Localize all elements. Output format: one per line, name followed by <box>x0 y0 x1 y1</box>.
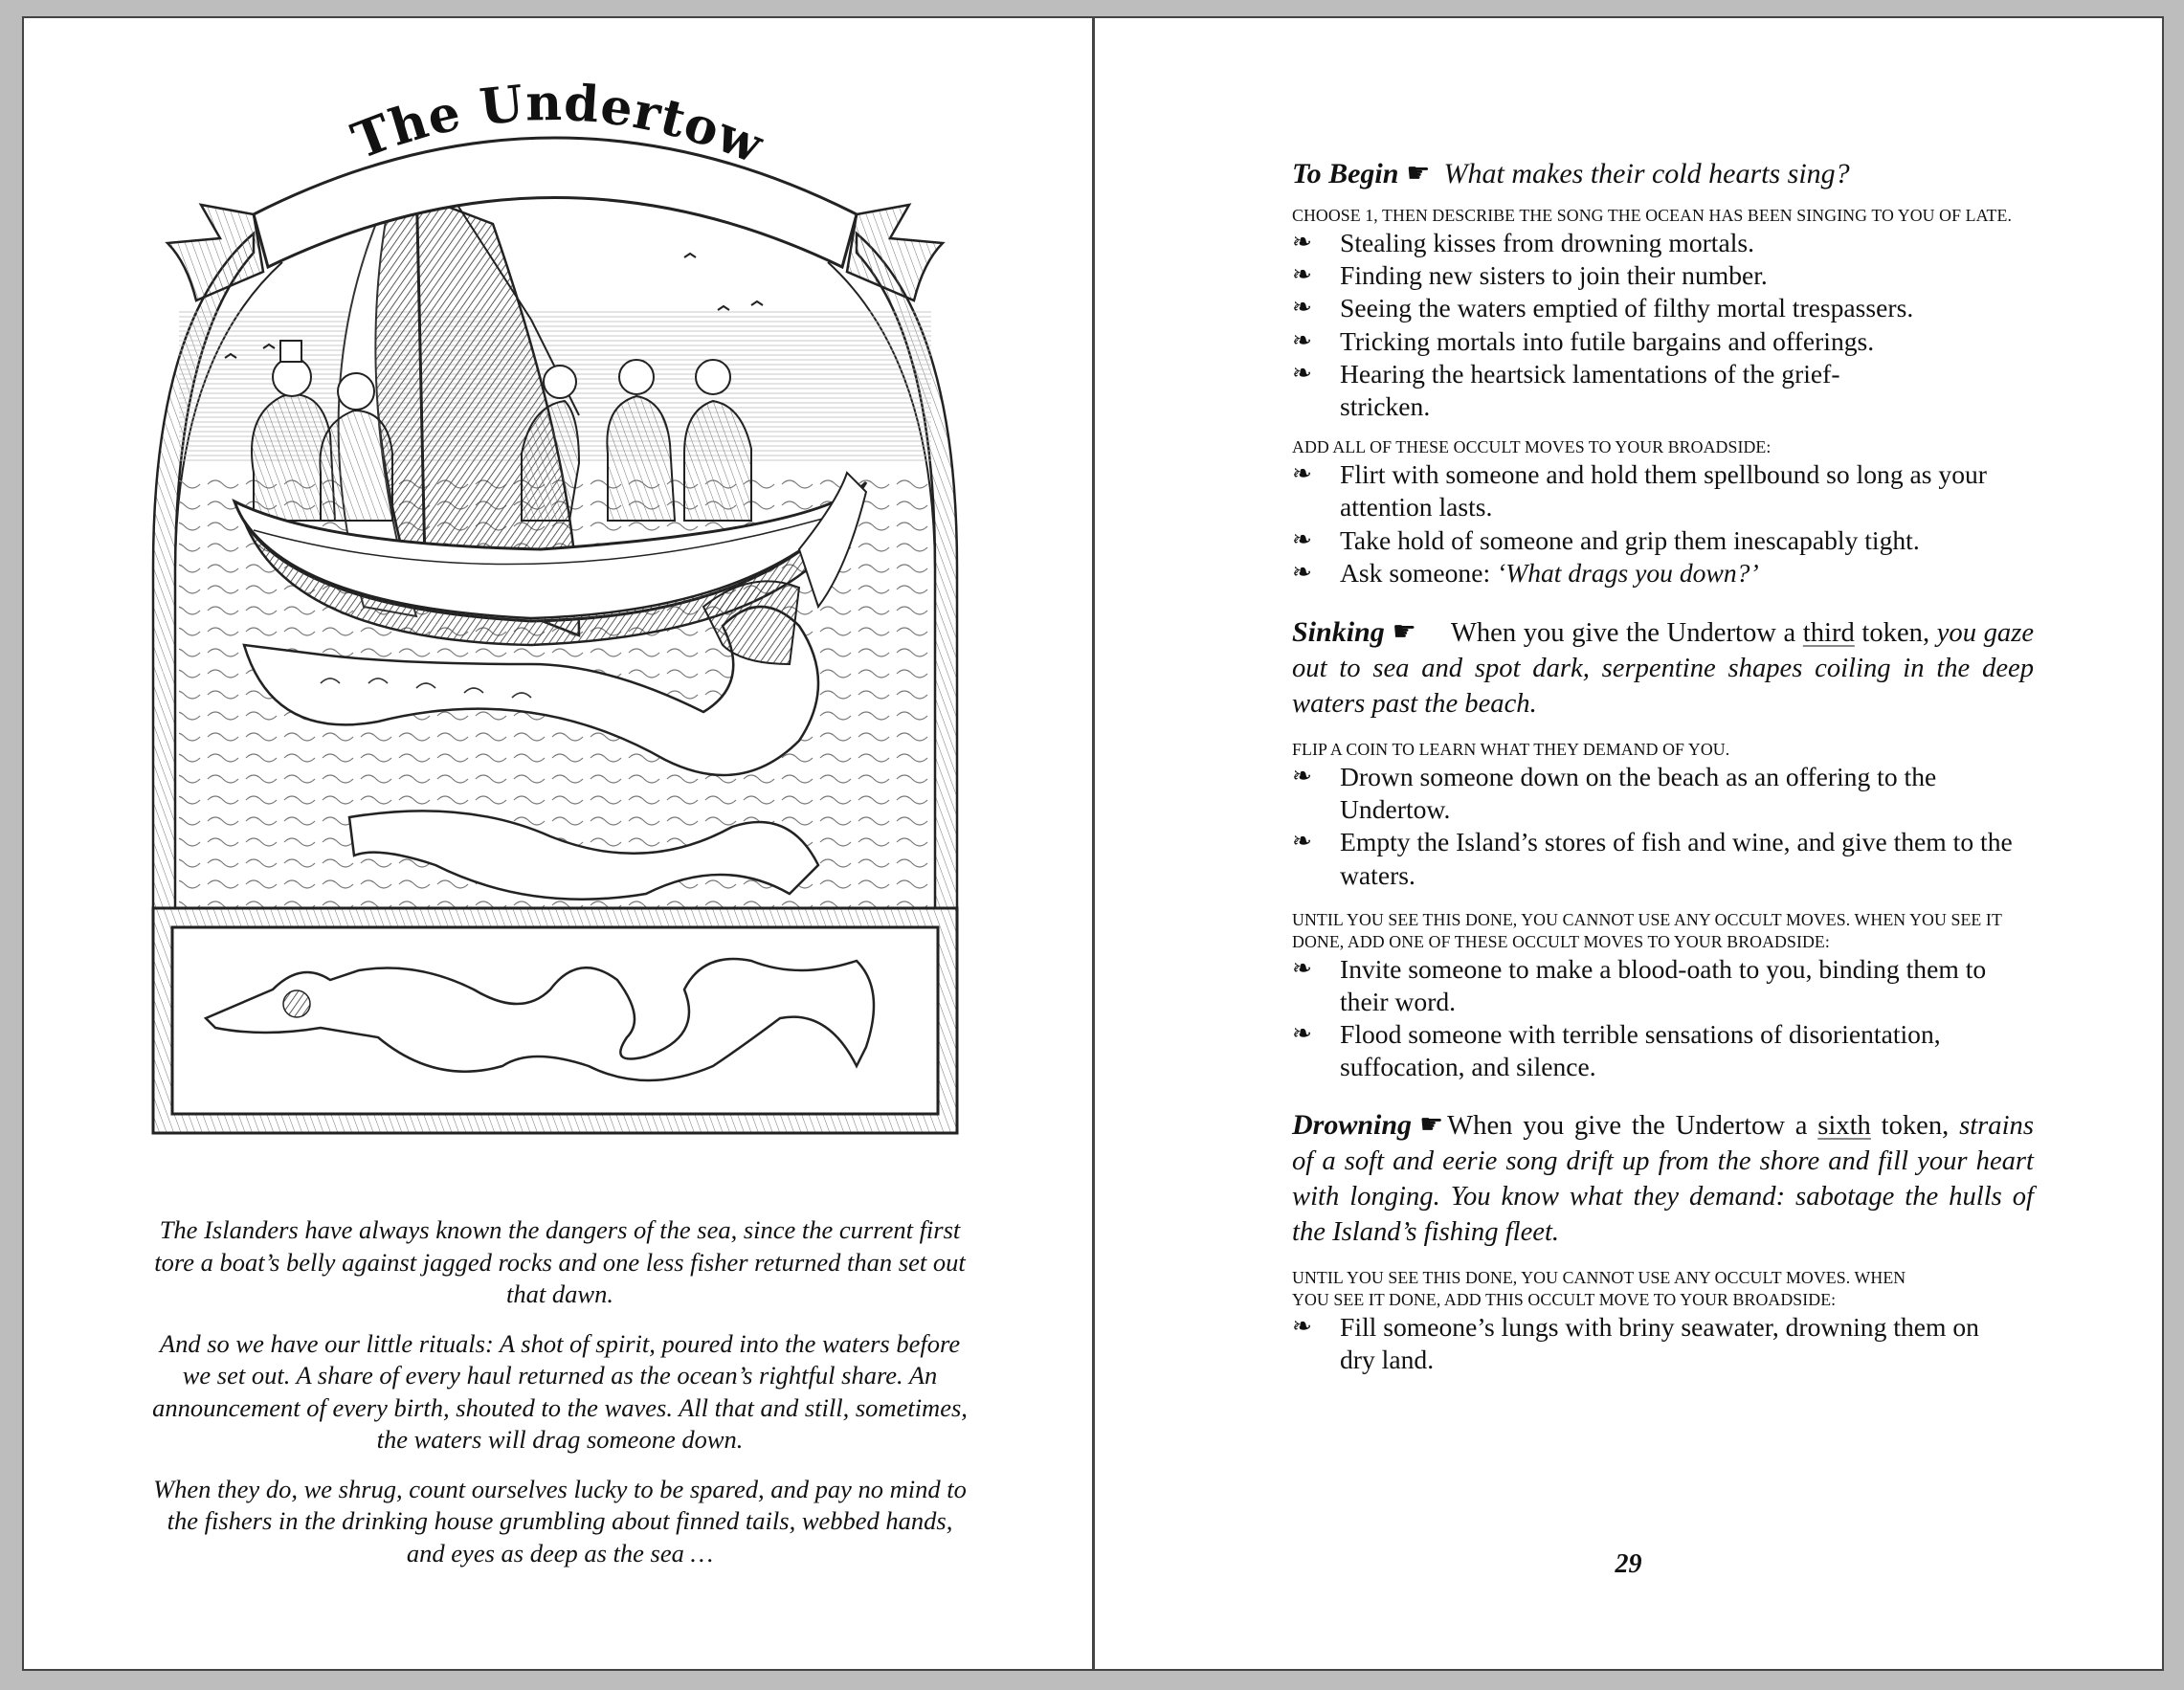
sinking-text: token, <box>1861 618 1930 649</box>
to-begin-options <box>1292 227 2034 423</box>
list-item <box>1292 358 2034 423</box>
demands-list <box>1292 761 2034 892</box>
list-item <box>1292 761 2034 826</box>
list-item <box>1292 953 2034 1018</box>
option-text: Seeing the waters emptied of filthy mortal trespassers. <box>1340 293 1914 323</box>
drowning-moves <box>1292 1267 2034 1376</box>
list-item <box>1292 458 2034 523</box>
to-begin-label: To Begin <box>1292 158 1399 189</box>
sinking-italic: you gaze out to sea and spot dark, serpentine shapes coiling in the deep waters past the beach. <box>1292 618 2035 720</box>
fleuron-bullet-icon: ❧ <box>1292 1021 1312 1048</box>
right-page <box>1093 16 2164 1671</box>
token-count: sixth <box>1817 1110 1871 1141</box>
sinking-instruction: FLIP A COIN TO LEARN WHAT THEY DEMAND OF YOU. <box>1292 740 1730 760</box>
pointing-hand-icon: ☛ <box>1406 159 1431 189</box>
list-item <box>1292 524 2034 557</box>
move-text: Invite someone to make a blood-oath to you, binding them to their word. <box>1340 953 1987 1017</box>
book-spine <box>1092 16 1094 1671</box>
caption-paragraph: When they do, we shrug, count ourselves lucky to be spared, and pay no mind to the fishers in the drinking house grumbling about finned tails, webbed hands, and eyes as deep as the sea … <box>153 1474 967 1568</box>
fleuron-bullet-icon: ❧ <box>1292 559 1312 586</box>
moves-instruction: UNTIL YOU SEE THIS DONE, YOU CANNOT USE ANY OCCULT MOVES. WHEN YOU SEE IT DONE, ADD THIS OCCULT MOVE TO YOUR BROADSIDE: <box>1292 1267 1906 1309</box>
sinking-moves-list <box>1292 953 2034 1084</box>
caption-paragraph: The Islanders have always known the dangers of the sea, since the current first tore a boat’s belly against jagged rocks and one less fisher returned than set out that dawn. <box>154 1215 966 1308</box>
undertow-illustration <box>129 71 981 1171</box>
title-banner <box>167 74 943 300</box>
fleuron-bullet-icon: ❧ <box>1292 955 1312 982</box>
banner-title: The Undertow <box>344 73 771 176</box>
pointing-hand-icon: ☛ <box>1419 1109 1444 1140</box>
to-begin-question: What makes their cold hearts sing? <box>1443 158 1850 189</box>
fleuron-bullet-icon: ❧ <box>1292 461 1312 488</box>
option-text: Tricking mortals into futile bargains and offerings. <box>1340 325 1875 356</box>
ask-quote: ‘What drags you down?’ <box>1497 557 1759 588</box>
fleuron-bullet-icon: ❧ <box>1292 262 1312 289</box>
list-item <box>1292 557 2034 589</box>
fleuron-bullet-icon: ❧ <box>1292 360 1312 387</box>
fleuron-bullet-icon: ❧ <box>1292 327 1312 354</box>
drowning-moves-list <box>1292 1311 2034 1376</box>
fleuron-bullet-icon: ❧ <box>1292 764 1312 790</box>
fleuron-bullet-icon: ❧ <box>1292 829 1312 856</box>
option-text: Finding new sisters to join their number. <box>1340 260 1768 291</box>
drowning-italic: strains of a soft and eerie song drift up from the shore and fill your heart with longing. You know what they demand: sabotage the hulls of the Island’s fishing fleet. <box>1292 1110 2034 1247</box>
page-number: 29 <box>1615 1549 1642 1579</box>
move-text: Take hold of someone and grip them inescapably tight. <box>1340 524 1920 555</box>
to-begin-section <box>1292 157 2034 423</box>
move-text: Ask someone: <box>1340 557 1491 588</box>
to-begin-instruction: CHOOSE 1, THEN DESCRIBE THE SONG THE OCEAN HAS BEEN SINGING TO YOU OF LATE. <box>1292 206 2013 225</box>
drowning-text: When you give the Undertow a <box>1447 1110 1808 1141</box>
drowning-section <box>1292 1107 2034 1250</box>
list-item <box>1292 1311 2034 1376</box>
sinking-text: When you give the Undertow a <box>1450 618 1796 649</box>
option-text: Hearing the heartsick lamentations of the grief-stricken. <box>1340 358 1840 422</box>
fleuron-bullet-icon: ❧ <box>1292 230 1312 256</box>
option-text: Stealing kisses from drowning mortals. <box>1340 228 1755 257</box>
drowning-label: Drowning <box>1292 1108 1413 1141</box>
drowning-text: token, <box>1881 1110 1950 1141</box>
moves-instruction: UNTIL YOU SEE THIS DONE, YOU CANNOT USE ANY OCCULT MOVES. WHEN YOU SEE IT DONE, ADD ONE OF THESE OCCULT MOVES TO YOUR BROADSIDE: <box>1292 909 2002 951</box>
list-item <box>1292 259 2034 292</box>
list-item <box>1292 227 2034 259</box>
demand-text: Drown someone down on the beach as an offering to the Undertow. <box>1340 762 1937 825</box>
move-text: Fill someone’s lungs with briny seawater, drowning them on dry land. <box>1340 1311 1979 1374</box>
fleuron-bullet-icon: ❧ <box>1292 295 1312 322</box>
caption-paragraph: And so we have our little rituals: A shot of spirit, poured into the waters before we set out. A share of every haul returned as the ocean’s rightful share. An announcement of every birth, shouted to the waves. All that and still, sometimes, the waters will drag someone down. <box>152 1328 968 1454</box>
move-text: Flirt with someone and hold them spellbound so long as your attention lasts. <box>1340 459 1987 523</box>
sinking-label: Sinking <box>1292 616 1385 649</box>
moves-instruction: ADD ALL OF THESE OCCULT MOVES TO YOUR BROADSIDE: <box>1292 437 1772 457</box>
left-page <box>22 16 1094 1671</box>
sinking-section <box>1292 614 2034 722</box>
demand-text: Empty the Island’s stores of fish and wine, and give them to the waters. <box>1340 827 2013 890</box>
fleuron-bullet-icon: ❧ <box>1292 526 1312 553</box>
to-begin-moves-list <box>1292 458 2034 589</box>
fleuron-bullet-icon: ❧ <box>1292 1313 1312 1340</box>
right-page-content <box>1292 157 2034 1390</box>
to-begin-moves <box>1292 436 2034 589</box>
list-item <box>1292 325 2034 358</box>
sinking-demands <box>1292 739 2034 892</box>
list-item <box>1292 1018 2034 1083</box>
list-item <box>1292 826 2034 891</box>
caption <box>148 1214 971 1587</box>
list-item <box>1292 292 2034 324</box>
sinking-moves <box>1292 909 2034 1084</box>
move-text: Flood someone with terrible sensations of disorientation, suffocation, and silence. <box>1340 1019 1941 1082</box>
token-count: third <box>1802 618 1855 649</box>
bottom-panel <box>153 908 957 1133</box>
pointing-hand-icon: ☛ <box>1392 617 1416 648</box>
